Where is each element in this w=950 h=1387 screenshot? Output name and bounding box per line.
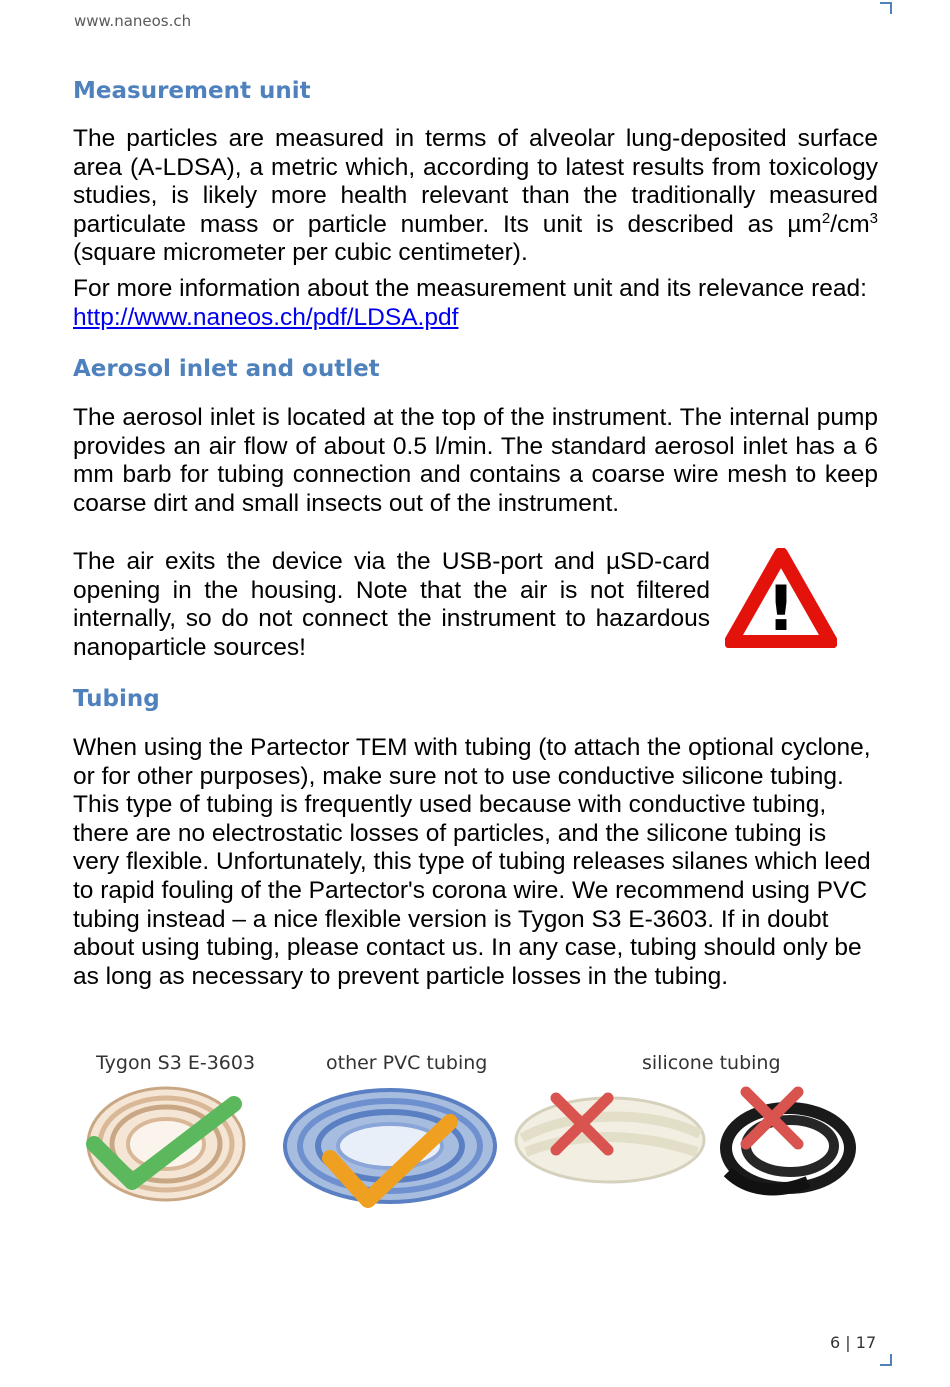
paragraph-tubing: When using the Partector TEM with tubing (to attach the optional cyclone, or for other purposes), make sure not to use conductive silicone tubing. This type of tubing is frequently used because with conductive tubing, there are no electrostatic losses of particles, and the silicone tubing is very flexible. Unfortunately, this type of tubing releases silanes which leed to rapid fouling of the Partector's corona wire. We recommend using PVC tubing instead – a nice flexible version is Tygon S3 E-3603. If in doubt about using tubing, please contact us. In any case, tubing should only be as long as necessary to prevent particle losses in the tubing. — [73, 734, 871, 990]
heading-measurement-unit: Measurement unit — [73, 78, 311, 104]
heading-aerosol: Aerosol inlet and outlet — [73, 356, 380, 382]
label-other-pvc: other PVC tubing — [326, 1052, 488, 1074]
warning-triangle-icon — [725, 548, 837, 648]
paragraph-aerosol-inlet: The aerosol inlet is located at the top of the instrument. The internal pump provides an air flow of about 0.5 l/min. The standard aerosol inlet has a 6 mm barb for tubing connection and contains a coarse wire mesh to keep coarse dirt and small insects out of the instrument. — [73, 404, 878, 517]
corner-mark-bottom — [880, 1354, 892, 1366]
silicone-white-tubing-image — [512, 1090, 707, 1190]
tygon-tubing-image — [84, 1082, 249, 1207]
heading-tubing: Tubing — [73, 686, 160, 712]
label-tygon: Tygon S3 E-3603 — [96, 1052, 256, 1074]
corner-mark-top — [880, 2, 892, 14]
paragraph-more-info: For more information about the measurement unit and its relevance read: http://www.naneos.ch/pdf/LDSA.pdf — [73, 275, 867, 331]
label-silicone: silicone tubing — [642, 1052, 781, 1074]
warning-symbol: ! — [766, 572, 796, 645]
paragraph-measurement: The particles are measured in terms of alveolar lung-deposited surface area (A-LDSA), a metric which, according to latest results from toxicology studies, is likely more health relevant than the traditionally measured particulate mass or particle number. Its unit is described as $\mu m^2/cm^3$ (square micrometer per cubic centimeter). — [73, 125, 878, 267]
header-url: www.naneos.ch — [74, 12, 192, 30]
ldsa-pdf-link[interactable]: http://www.naneos.ch/pdf/LDSA.pdf — [73, 303, 459, 331]
page-number: 6 | 17 — [830, 1333, 877, 1352]
silicone-black-tubing-image — [718, 1082, 858, 1200]
pvc-tubing-image — [280, 1082, 500, 1210]
paragraph-aerosol-outlet: The air exits the device via the USB-port and µSD-card opening in the housing. Note that the air is not filtered internally, so do not connect the instrument to hazardous nanoparticle sources! — [73, 548, 710, 661]
